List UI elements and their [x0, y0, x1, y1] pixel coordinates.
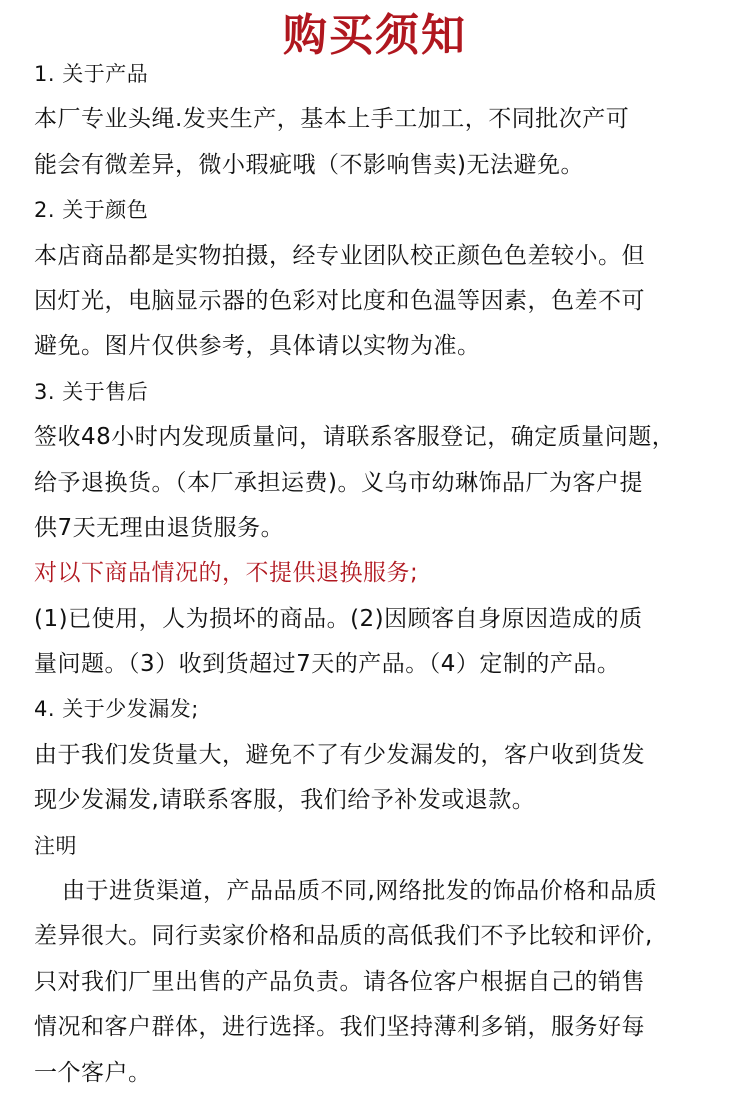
section-heading-note: 注明 [34, 833, 77, 858]
color-line-3: 避免。图片仅供参考，具体请以实物为准。 [34, 333, 481, 360]
aftersale-line-3: 供7天无理由退货服务。 [34, 514, 285, 541]
note-line-1: 由于进货渠道，产品品质不同,网络批发的饰品价格和品质 [62, 878, 658, 905]
no-return-condition-1: (1)已使用，人为损坏的商品。(2)因顾客自身原因造成的质 [34, 605, 643, 632]
missing-line-1: 由于我们发货量大，避免不了有少发漏发的，客户收到货发 [34, 741, 645, 768]
aftersale-line-2: 给予退换货。（本厂承担运费)。义乌市幼琳饰品厂为客户提 [34, 469, 643, 496]
aftersale-line-1: 签收48小时内发现质量问，请联系客服登记，确定质量问题， [34, 424, 676, 451]
page-title: 购买须知 [283, 10, 467, 61]
product-line-1: 本厂专业头绳.发夹生产，基本上手工加工，不同批次产可 [34, 106, 630, 133]
missing-line-2: 现少发漏发,请联系客服，我们给予补发或退款。 [34, 787, 536, 814]
note-line-2: 差异很大。同行卖家价格和品质的高低我们不予比较和评价, [34, 923, 653, 950]
product-line-2: 能会有微差异，微小瑕疵哦（不影响售卖)无法避免。 [34, 151, 584, 178]
no-return-condition-2: 量问题。（3）收到货超过7天的产品。（4）定制的产品。 [34, 651, 621, 678]
no-return-warning: 对以下商品情况的，不提供退换服务; [34, 560, 419, 587]
color-line-1: 本店商品都是实物拍摄，经专业团队校正颜色色差较小。但 [34, 242, 645, 269]
color-line-2: 因灯光，电脑显示器的色彩对比度和色温等因素，色差不可 [34, 287, 645, 314]
section-heading-aftersale: 3. 关于售后 [34, 379, 149, 404]
note-line-5: 一个客户。 [34, 1059, 152, 1086]
section-heading-color: 2. 关于颜色 [34, 198, 149, 223]
note-line-4: 情况和客户群体，进行选择。我们坚持薄利多销，服务好每 [34, 1014, 645, 1041]
notice-content [34, 52, 734, 1096]
section-heading-missing: 4. 关于少发漏发; [34, 697, 199, 722]
section-heading-product: 1. 关于产品 [34, 62, 149, 86]
note-line-3: 只对我们厂里出售的产品负责。请各位客户根据自己的销售 [34, 968, 645, 995]
